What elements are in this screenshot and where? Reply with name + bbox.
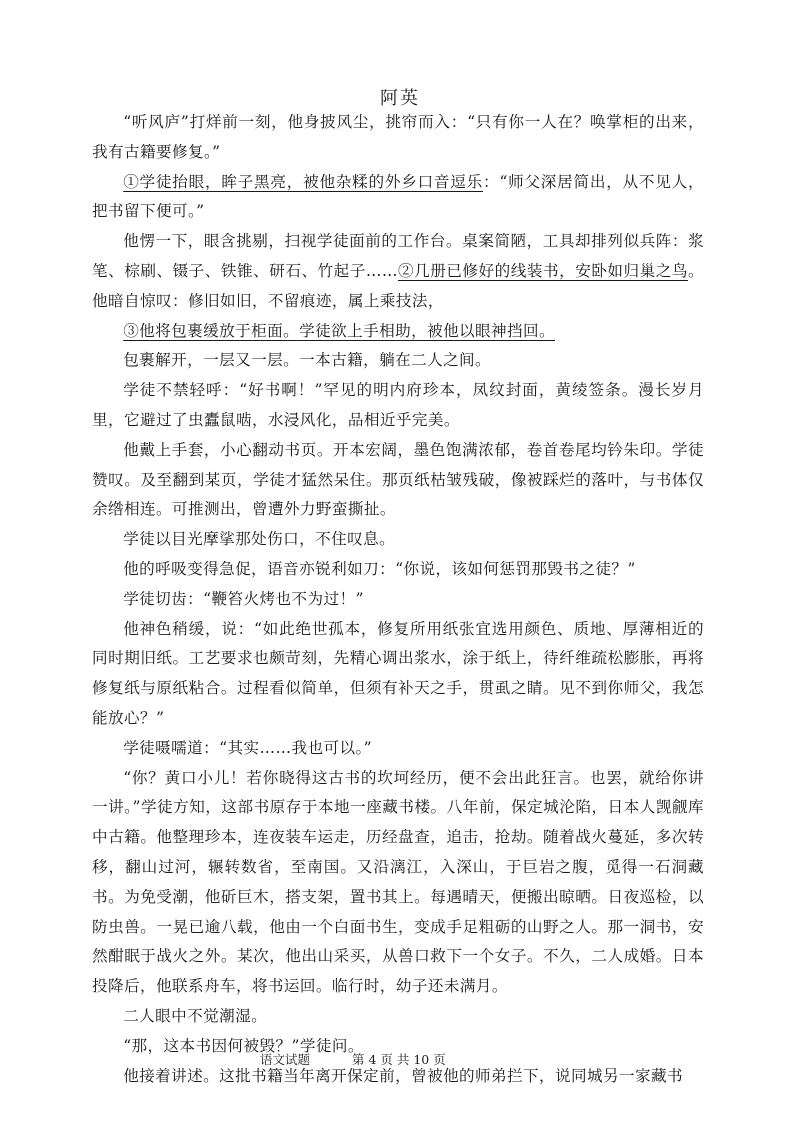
paragraph (92, 615, 704, 734)
paragraph (92, 555, 704, 585)
text-segment: “你？黄口小儿！若你晓得这古书的坎坷经历，便不会出此狂言。也罢，就给你讲一讲。”学徒方知，这部书原存于本地一座藏书楼。八年前，保定城沦陷，日本人觊觎库中古籍。他整理珍本，连夜装车运走，历经盘查，追击，抢劫。随着战火蔓延，多次转移，翻山过河，辗转数省，至南国。又沿漓江，入深山，于巨岩之腹，觅得一石洞藏书。为免受潮，他斫巨木，搭支架，置书其上。每遇晴天，便搬出晾晒。日夜巡检，以防虫兽。一晃已逾八载，他由一个白面书生，变成手足粗砺的山野之人。那一洞书，安然酣眠于战火之外。某次，他出山采买，从兽口救下一个女子。不久，二人成婚。日本投降后，他联系舟车，将书运回。临行时，幼子还未满月。 (92, 768, 704, 996)
paragraph (92, 108, 704, 168)
text-segment: 学徒不禁轻呼：“好书啊！”罕见的明内府珍本，凤纹封面，黄绫签条。漫长岁月里，它避过了虫蠹鼠啮，水浸风化，品相近乎完美。 (92, 381, 704, 429)
text-segment: 学徒切齿：“鞭笞火烤也不为过！” (123, 589, 364, 608)
paragraph (92, 168, 704, 228)
paragraph (92, 734, 704, 764)
paragraph (92, 764, 704, 1002)
underlined-sentence: ①学徒抬眼，眸子黑亮，被他杂糅的外乡口音逗乐 (123, 172, 483, 191)
text-segment: 二人眼中不觉潮湿。 (123, 1006, 268, 1025)
footer-subject: 语文试题 (260, 1052, 311, 1067)
text-segment: “听风庐”打烊前一刻，他身披风尘，挑帘而入：“只有你一人在？唤掌柜的出来，我有古籍要修复。” (92, 113, 704, 161)
text-segment: 他神色稍缓，说：“如此绝世孤本，修复所用纸张宜选用颜色、质地、厚薄相近的同时期旧纸。工艺要求也颇苛刻，先精心调出浆水，涂于纸上，待纤维疏松膨胀，再将修复纸与原纸粘合。过程看似简单，但须有补天之手，贯虱之睛。见不到你师父，我怎能放心？” (92, 619, 704, 727)
text-segment: “那，这本书因何被毁？”学徒问。 (123, 1036, 364, 1055)
text-segment: 他愣一下，眼含挑剔，扫视学徒面前的工作台。桌案简陋，工具却排列似兵阵：浆笔、棕刷、镊子、铁锥、研石、竹起子…… (92, 232, 704, 280)
paragraph (92, 525, 704, 555)
page-title: 阿英 (380, 88, 420, 109)
paragraph (92, 346, 704, 376)
paragraph (92, 376, 704, 436)
text-segment: 他戴上手套，小心翻动书页。开本宏阔，墨色饱满浓郁，卷首卷尾均钤朱印。学徒赞叹。及至翻到某页，学徒才猛然呆住。那页纸枯皱残破，像被踩烂的落叶，与书体仅余绺相连。可推测出，曾遭外力野蛮撕扯。 (92, 440, 704, 519)
text-segment: 他接着讲述。这批书籍当年离开保定前，曾被他的师弟拦下，说同城另一家藏书 (123, 1066, 683, 1085)
paragraph (92, 1002, 704, 1032)
underlined-sentence: ②几册已修好的线装书，安卧如归巢之鸟 (397, 261, 688, 280)
text-segment: 学徒嗫嚅道：“其实……我也可以。” (123, 738, 373, 757)
article-body (92, 108, 704, 1091)
text-segment: 他的呼吸变得急促，语音亦锐利如刀：“你说，该如何惩罚那毁书之徒？” (123, 559, 636, 578)
text-segment: 学徒以目光摩挲那处伤口，不住叹息。 (123, 530, 396, 549)
text-segment: 。他暗自惊叹：修旧如旧，不留痕迹，属上乘技法， (92, 261, 704, 310)
text-segment: 包裹解开，一层又一层。一本古籍，躺在二人之间。 (123, 351, 492, 370)
text-segment: ：“师父深居简出，从不见人，把书留下便可。” (92, 172, 704, 221)
paragraph (92, 585, 704, 615)
paragraph (92, 436, 704, 525)
paragraph (92, 227, 704, 316)
footer-page-number: 第 4 页 共 10 页 (352, 1052, 446, 1067)
underlined-sentence: ③他将包裹缓放于柜面。学徒欲上手相助，被他以眼神挡回。 (123, 321, 556, 340)
paragraph (92, 317, 704, 347)
